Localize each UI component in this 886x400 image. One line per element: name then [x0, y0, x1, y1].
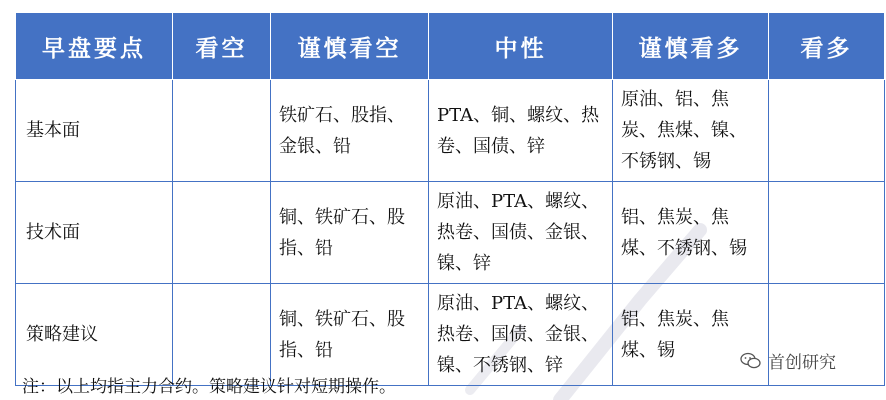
table-row	[16, 182, 885, 284]
table-cell	[769, 182, 885, 284]
market-outlook-table	[15, 12, 885, 386]
header-cautious-bearish: 谨慎看空	[271, 13, 429, 80]
table-cell: 铝、焦炭、焦煤、锡	[613, 284, 769, 386]
table-cell: 原油、PTA、螺纹、热卷、国债、金银、镍、不锈钢、锌	[429, 284, 613, 386]
header-bearish: 看空	[173, 13, 271, 80]
row-label: 基本面	[16, 80, 173, 182]
table-cell: 铜、铁矿石、股指、铅	[271, 182, 429, 284]
header-neutral: 中性	[429, 13, 613, 80]
wechat-icon	[740, 352, 762, 370]
table-cell: 铁矿石、股指、金银、铅	[271, 80, 429, 182]
table-cell: 原油、铝、焦炭、焦煤、镍、不锈钢、锡	[613, 80, 769, 182]
table-cell: 铜、铁矿石、股指、铅	[271, 284, 429, 386]
table-cell	[173, 80, 271, 182]
row-label: 策略建议	[16, 284, 173, 386]
footnote: 注：以上均指主力合约。策略建议针对短期操作。	[22, 377, 396, 397]
table-cell: 原油、PTA、螺纹、热卷、国债、金银、镍、锌	[429, 182, 613, 284]
table-row	[16, 80, 885, 182]
watermark-text: 首创研究	[768, 353, 836, 373]
table-cell	[173, 284, 271, 386]
table-cell	[769, 80, 885, 182]
row-label: 技术面	[16, 182, 173, 284]
header-bullish: 看多	[769, 13, 885, 80]
table-cell: 铝、焦炭、焦煤、不锈钢、锡	[613, 182, 769, 284]
table-cell: PTA、铜、螺纹、热卷、国债、锌	[429, 80, 613, 182]
market-outlook-table-wrapper	[15, 12, 884, 386]
header-morning-points: 早盘要点	[16, 13, 173, 80]
header-cautious-bullish: 谨慎看多	[613, 13, 769, 80]
table-header-row	[16, 13, 885, 80]
watermark	[740, 348, 836, 373]
table-cell	[173, 182, 271, 284]
